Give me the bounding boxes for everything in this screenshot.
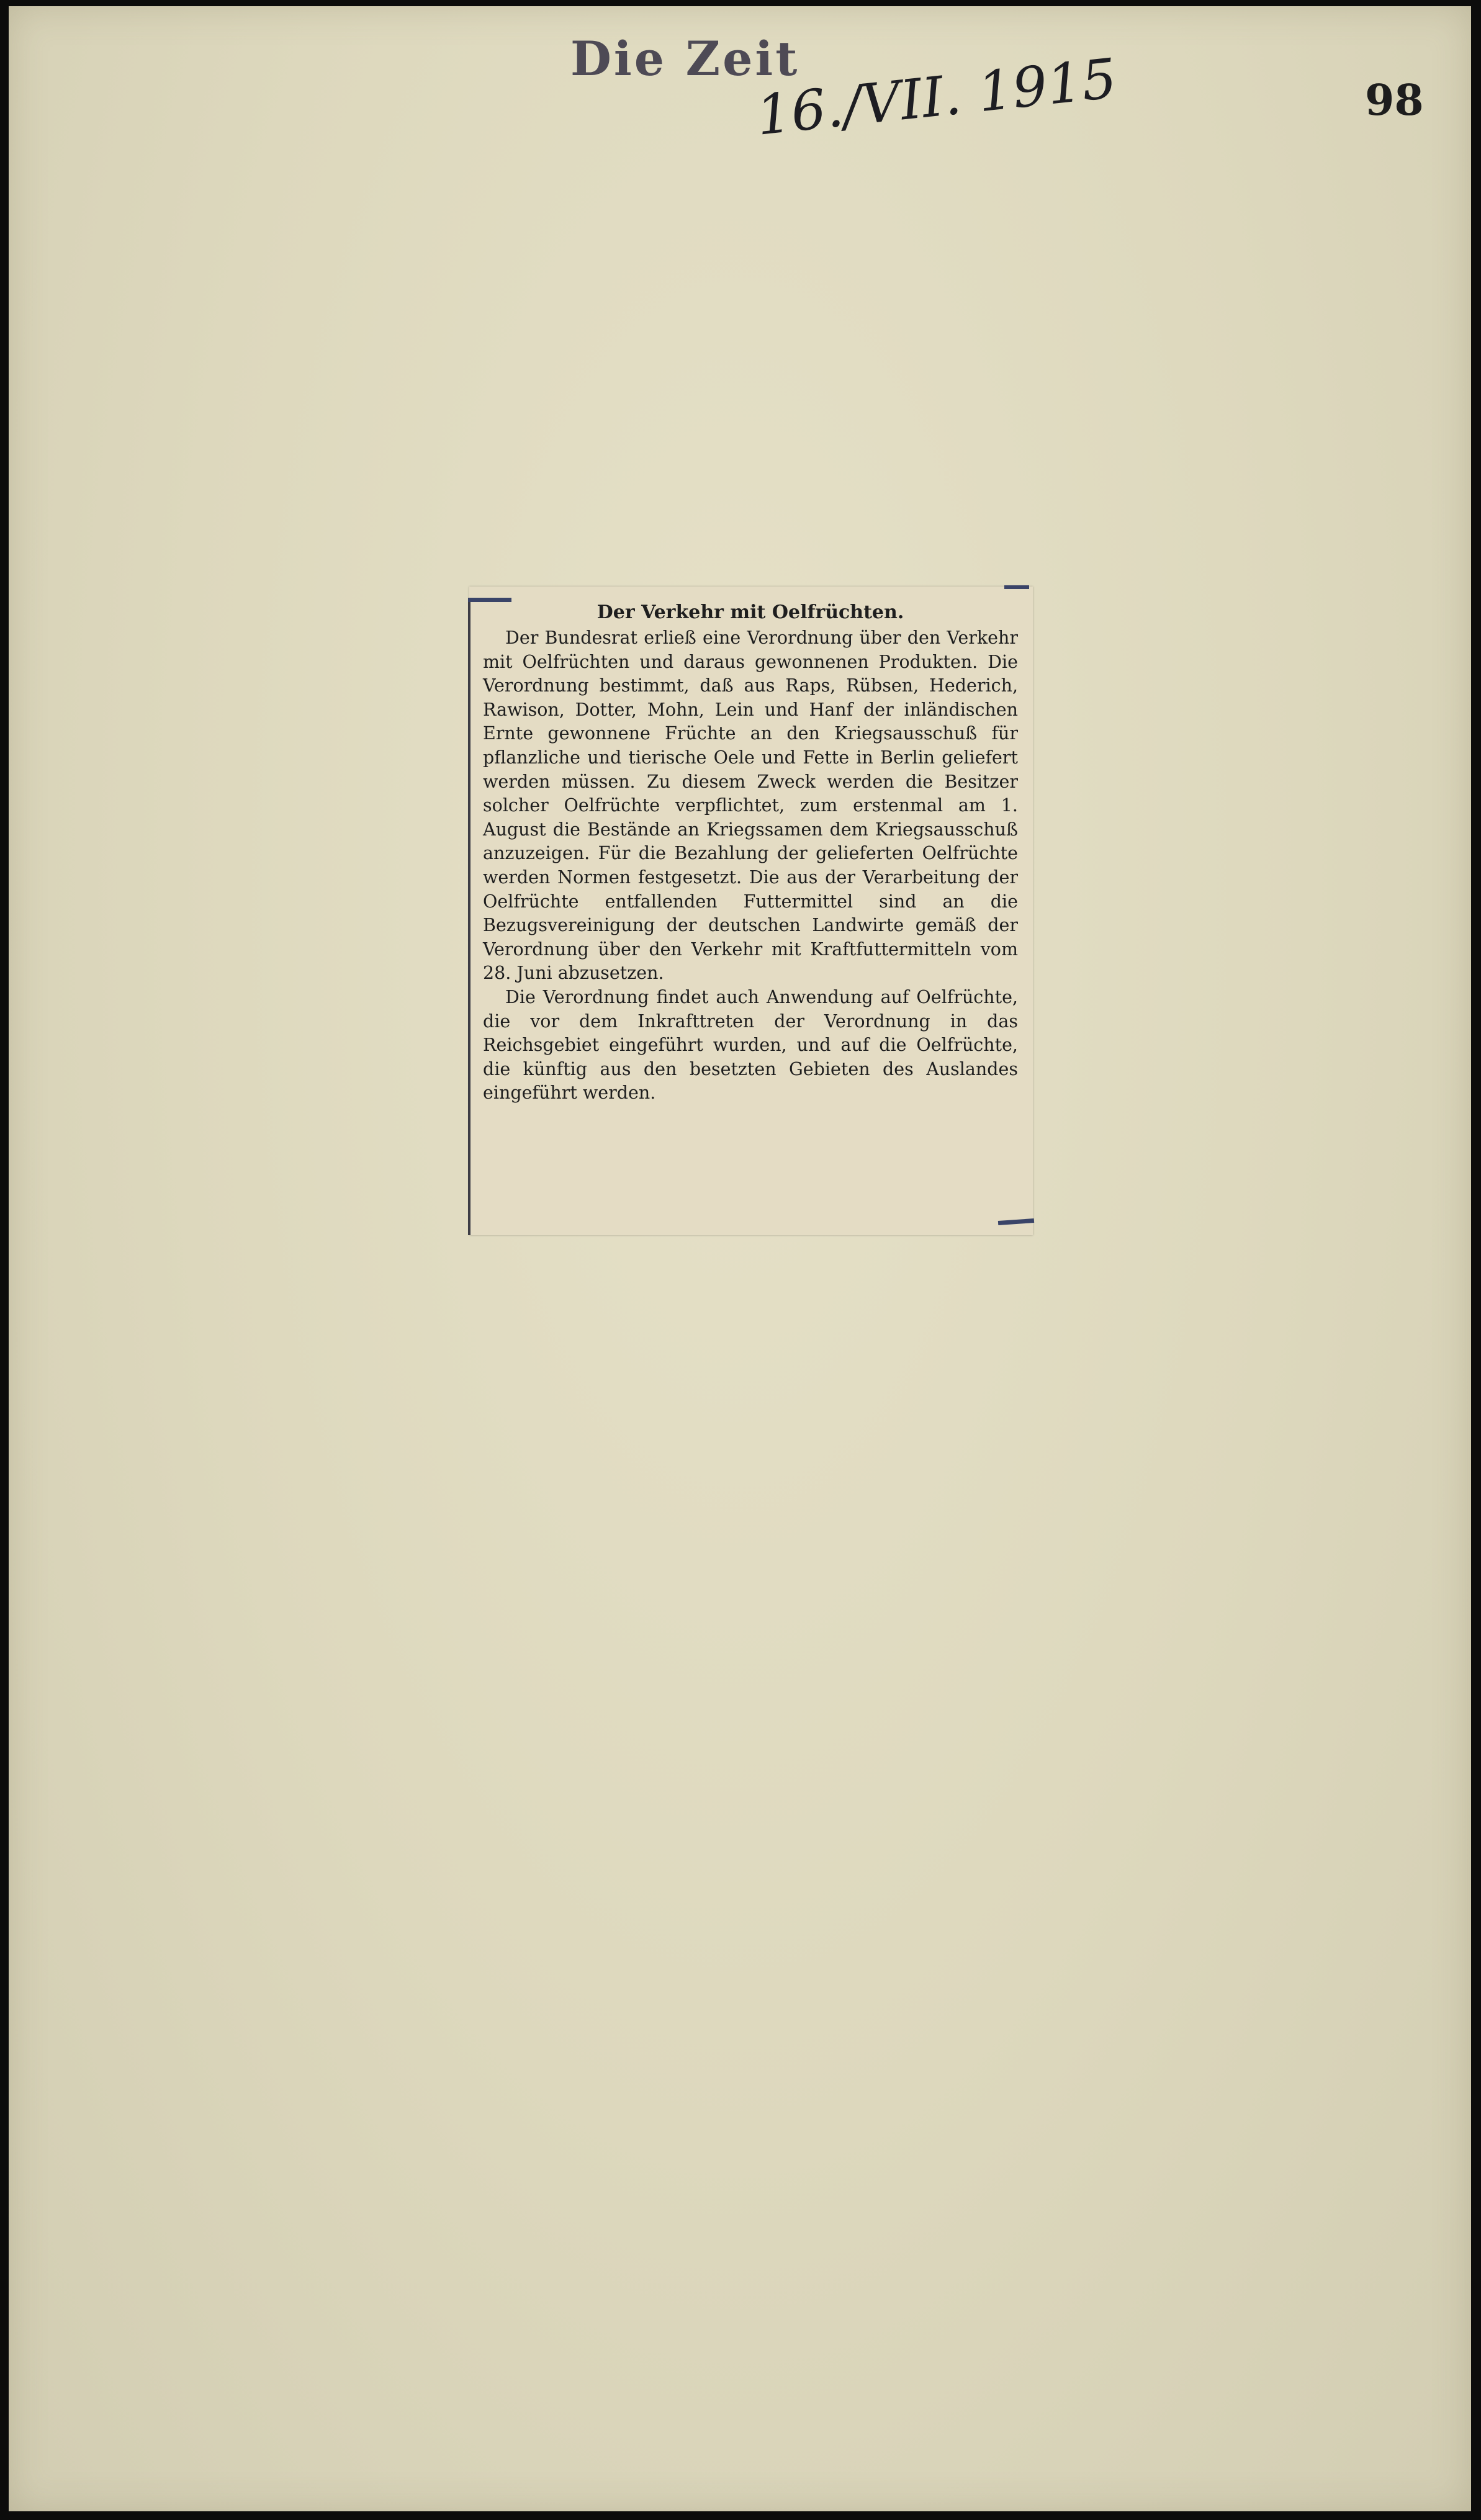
- clipping-marker-top-right: [1004, 585, 1029, 589]
- clipping-marker-bottom-right: [998, 1218, 1034, 1225]
- clipping-paragraph: Der Bundesrat erließ eine Verordnung über den Verkehr mit Oelfrüchten und daraus gewonnenen Produkten. Die Verordnung bestimmt, daß aus Raps, Rübsen, Hederich, Rawison, Dotter, Mohn, Lein und Hanf der inländischen Ernte gewonnene Früchte an den Kriegsausschuß für pflanzliche und tierische Oele und Fette in Berlin geliefert werden müssen. Zu diesem Zweck werden die Besitzer solcher Oelfrüchte verpflichtet, zum erstenmal am 1. August die Bestände an Kriegssamen dem Kriegsausschuß anzuzeigen. Für die Bezahlung der gelieferten Oelfrüchte werden Normen festgesetzt. Die aus der Verarbeitung der Oelfrüchte entfallenden Futtermittel sind an die Bezugsvereinigung der deutschen Landwirte gemäß der Verordnung über den Verkehr mit Kraftfuttermitteln vom 28. Juni abzusetzen.: [483, 628, 1018, 984]
- clipping-text: [483, 600, 1018, 1105]
- folio-number: 98: [1365, 76, 1424, 125]
- clipping-title: Der Verkehr mit Oelfrüchten.: [596, 601, 904, 623]
- newspaper-clipping: [469, 587, 1033, 1235]
- clipping-paragraph: Die Verordnung findet auch Anwendung auf Oelfrüchte, die vor dem Inkrafttreten der Verordnung in das Reichsgebiet eingeführt wurden, und auf die Oelfrüchte, die künftig aus den besetzten Gebieten des Auslandes eingeführt werden.: [483, 986, 1018, 1104]
- handwritten-date: 16./VII. 1915: [753, 46, 1120, 148]
- archive-sheet: [9, 6, 1471, 2511]
- clipping-marker-left: [468, 599, 470, 1235]
- newspaper-name-stamp: Die Zeit: [570, 31, 800, 86]
